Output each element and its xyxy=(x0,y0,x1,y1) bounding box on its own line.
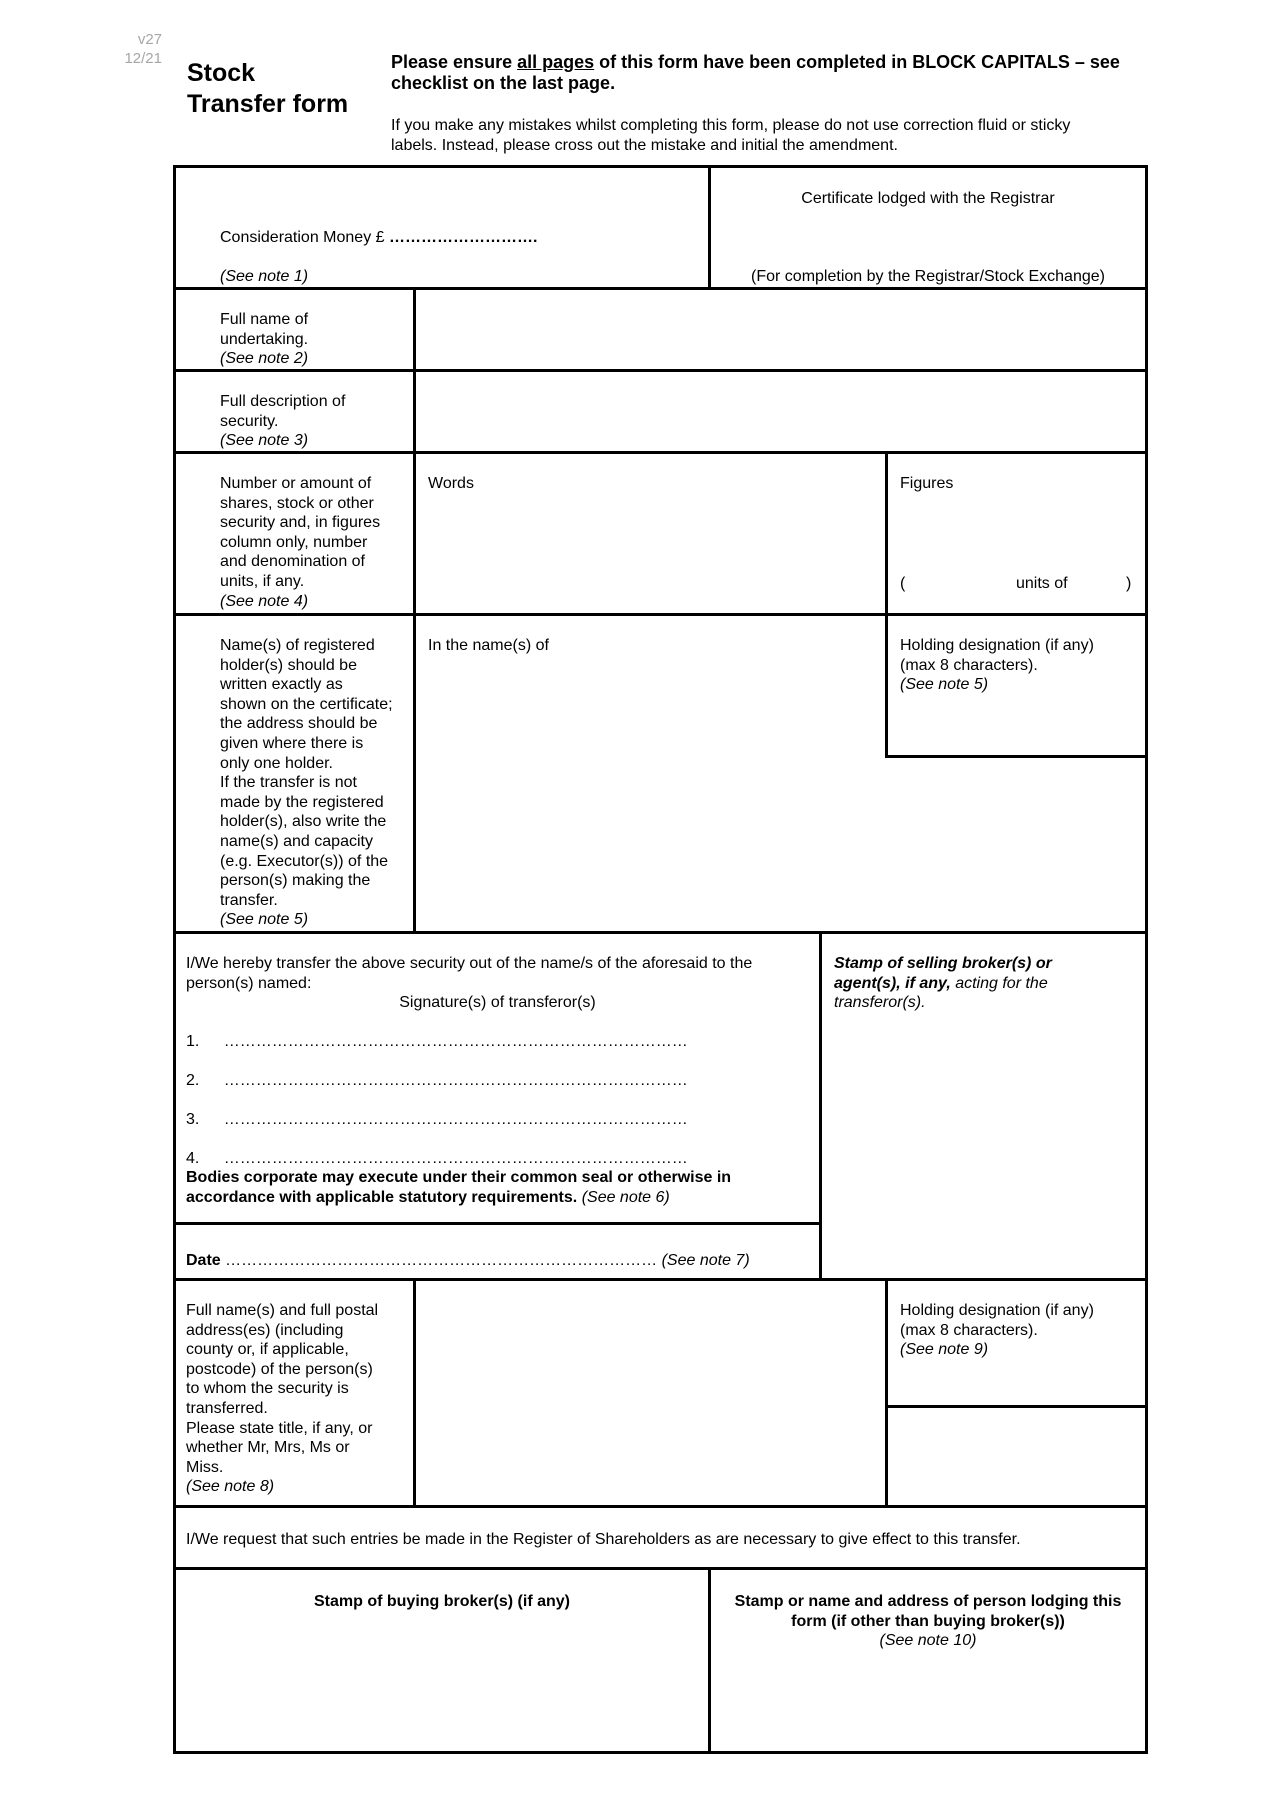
see-note-5: (See note 5) xyxy=(220,911,309,929)
signature-line-4[interactable] xyxy=(186,1149,688,1169)
amount-figures-field[interactable] xyxy=(888,454,1145,613)
see-note-6: (See note 6) xyxy=(581,1188,670,1206)
transferee-extra-field[interactable] xyxy=(888,1408,1145,1505)
undertaking-line: undertaking. xyxy=(220,330,309,348)
stamp-selling-broker[interactable] xyxy=(834,954,1134,1013)
grid-line xyxy=(173,165,176,1754)
signature-dots: …………………………………………………………………………… xyxy=(223,1072,688,1089)
amount-line: units, if any. xyxy=(220,572,305,590)
holder-line: made by the registered xyxy=(220,793,384,811)
grid-line xyxy=(173,1505,1148,1508)
holder-line: If the transfer is not xyxy=(220,774,357,792)
bodies-line: accordance with applicable statutory requirements. xyxy=(186,1188,578,1206)
see-note-4: (See note 4) xyxy=(220,592,309,610)
stamp-selling-line: acting for the xyxy=(950,974,1048,992)
consideration-label: Consideration Money £ xyxy=(220,229,385,246)
instruction-suffix: of this form have been completed in BLOCK CAPITALS – see checklist on the last page. xyxy=(391,52,1120,93)
undertaking-field[interactable] xyxy=(416,290,1145,369)
certificate-lodged-label: Certificate lodged with the Registrar xyxy=(801,190,1055,207)
holder-line: name(s) and capacity xyxy=(220,832,373,850)
holder-designation-field[interactable] xyxy=(888,616,1145,755)
stamp-selling-line: agent(s), if any, xyxy=(834,974,951,992)
security-line: Full description of xyxy=(220,393,346,410)
version-label xyxy=(118,30,162,68)
consideration-dots: ………………………. xyxy=(389,229,538,246)
transferee-line: Full name(s) and full postal xyxy=(186,1302,379,1319)
stamp-selling-line: transferor(s). xyxy=(834,994,926,1012)
holder-line: holder(s), also write the xyxy=(220,813,387,831)
amount-line: and denomination of xyxy=(220,553,365,571)
bodies-corporate-note xyxy=(186,1168,816,1207)
designation-line: Holding designation (if any) xyxy=(900,1302,1094,1319)
instruction-prefix: Please ensure xyxy=(391,52,518,72)
holder-line: holder(s) should be xyxy=(220,656,357,674)
version-number: v27 xyxy=(137,31,162,48)
holder-line: Name(s) of registered xyxy=(220,637,375,654)
close-paren: ) xyxy=(1126,575,1132,592)
see-note-8: (See note 8) xyxy=(186,1478,275,1496)
signature-number: 1. xyxy=(186,1033,200,1050)
in-the-names-of-label: In the name(s) of xyxy=(428,637,549,654)
grid-line xyxy=(819,931,822,1281)
open-paren: ( xyxy=(900,575,906,592)
signature-dots: …………………………………………………………………………… xyxy=(223,1111,688,1128)
security-label xyxy=(220,392,345,451)
amount-line: column only, number xyxy=(220,533,368,551)
designation-line: Holding designation (if any) xyxy=(900,637,1094,654)
signature-number: 4. xyxy=(186,1150,200,1167)
signature-line-2[interactable] xyxy=(186,1071,688,1091)
holding-designation-label xyxy=(900,636,1094,695)
see-note-5: (See note 5) xyxy=(900,676,989,694)
transfer-declaration xyxy=(186,954,806,993)
form-title xyxy=(187,58,348,120)
signature-number: 2. xyxy=(186,1072,200,1089)
stamp-lodging-line: form (if other than buying broker(s)) xyxy=(791,1612,1065,1630)
transferee-line: postcode) of the person(s) xyxy=(186,1360,373,1378)
grid-line xyxy=(1145,165,1148,1754)
transferee-line: whether Mr, Mrs, Ms or xyxy=(186,1439,350,1457)
amount-line: shares, stock or other xyxy=(220,494,374,512)
transferee-label xyxy=(186,1301,378,1497)
signature-line-1[interactable] xyxy=(186,1032,688,1052)
declaration-line: person(s) named: xyxy=(186,974,312,992)
see-note-7: (See note 7) xyxy=(661,1252,750,1269)
figures-label: Figures xyxy=(900,475,954,492)
transferee-line: Please state title, if any, or xyxy=(186,1419,373,1437)
amount-line: security and, in figures xyxy=(220,514,381,532)
instruction-all-pages: all pages xyxy=(517,52,595,72)
consideration-money-field[interactable] xyxy=(220,228,537,248)
holder-line: given where there is xyxy=(220,734,364,752)
see-note-2: (See note 2) xyxy=(220,350,309,368)
transferee-line: to whom the security is xyxy=(186,1380,349,1398)
date-field[interactable] xyxy=(186,1251,750,1271)
signature-dots: …………………………………………………………………………… xyxy=(223,1033,688,1050)
stamp-selling-line: Stamp of selling broker(s) or xyxy=(834,955,1052,972)
designation-line: (max 8 characters). xyxy=(900,1321,1038,1339)
transferee-line: county or, if applicable, xyxy=(186,1341,349,1359)
transferee-line: Miss. xyxy=(186,1458,224,1476)
form-title-line1: Stock xyxy=(187,59,256,87)
registered-holder-names-field[interactable] xyxy=(416,616,885,931)
holder-line: shown on the certificate; xyxy=(220,695,393,713)
see-note-9: (See note 9) xyxy=(900,1341,989,1359)
grid-line xyxy=(173,931,1148,934)
declaration-line: I/We hereby transfer the above security out of the name/s of the aforesaid to the xyxy=(186,955,753,972)
grid-line xyxy=(885,755,1148,758)
transferee-line: address(es) (including xyxy=(186,1321,344,1339)
signature-heading: Signature(s) of transferor(s) xyxy=(399,994,596,1011)
amount-words-field[interactable] xyxy=(416,454,885,613)
designation-line: (max 8 characters). xyxy=(900,656,1038,674)
grid-line xyxy=(173,1222,822,1225)
signature-dots: …………………………………………………………………………… xyxy=(223,1150,688,1167)
mistakes-instruction xyxy=(391,116,1151,155)
undertaking-label xyxy=(220,310,308,369)
signature-line-3[interactable] xyxy=(186,1110,688,1130)
amount-label xyxy=(220,474,380,611)
see-note-3: (See note 3) xyxy=(220,432,309,450)
holder-line: transfer. xyxy=(220,891,278,909)
grid-line xyxy=(173,1751,1148,1754)
bodies-line: Bodies corporate may execute under their common seal or otherwise in xyxy=(186,1169,732,1186)
mistakes-line2: labels. Instead, please cross out the mistake and initial the amendment. xyxy=(391,136,898,154)
holder-line: person(s) making the xyxy=(220,872,371,890)
transferee-line: transferred. xyxy=(186,1399,268,1417)
see-note-10: (See note 10) xyxy=(879,1632,977,1650)
stamp-lodging-line: Stamp or name and address of person lodging this xyxy=(734,1593,1122,1610)
holder-line: only one holder. xyxy=(220,754,333,772)
grid-line xyxy=(173,1567,1148,1570)
units-of-label: units of xyxy=(1016,575,1068,592)
stamp-buying-broker[interactable]: Stamp of buying broker(s) (if any) xyxy=(313,1593,570,1610)
date-dots: ……………………………………………………………………… xyxy=(225,1252,658,1269)
version-date: 12/21 xyxy=(124,50,162,67)
amount-line: Number or amount of xyxy=(220,475,372,492)
registered-holder-label xyxy=(220,636,393,930)
register-request: I/We request that such entries be made in the Register of Shareholders as are necessary to give effect to this transfer. xyxy=(186,1531,1021,1548)
block-capitals-instruction xyxy=(391,52,1151,94)
form-title-line2: Transfer form xyxy=(187,90,349,118)
date-label: Date xyxy=(186,1252,221,1269)
security-field[interactable] xyxy=(416,372,1145,451)
holder-line: the address should be xyxy=(220,715,378,733)
transferee-address-field[interactable] xyxy=(416,1281,885,1505)
transferee-designation-field[interactable] xyxy=(888,1281,1145,1405)
transferee-designation-label xyxy=(900,1301,1094,1360)
mistakes-line1: If you make any mistakes whilst completing this form, please do not use correction fluid or sticky xyxy=(391,117,1071,134)
words-label: Words xyxy=(428,475,474,492)
security-line: security. xyxy=(220,412,279,430)
see-note-1: (See note 1) xyxy=(220,268,309,285)
holder-line: written exactly as xyxy=(220,676,343,694)
registrar-completion-note: (For completion by the Registrar/Stock Exchange) xyxy=(751,268,1105,285)
undertaking-line: Full name of xyxy=(220,311,309,328)
signature-number: 3. xyxy=(186,1111,200,1128)
grid-line xyxy=(173,165,1148,168)
holder-line: (e.g. Executor(s)) of the xyxy=(220,852,389,870)
stamp-lodging-person[interactable] xyxy=(711,1592,1145,1651)
